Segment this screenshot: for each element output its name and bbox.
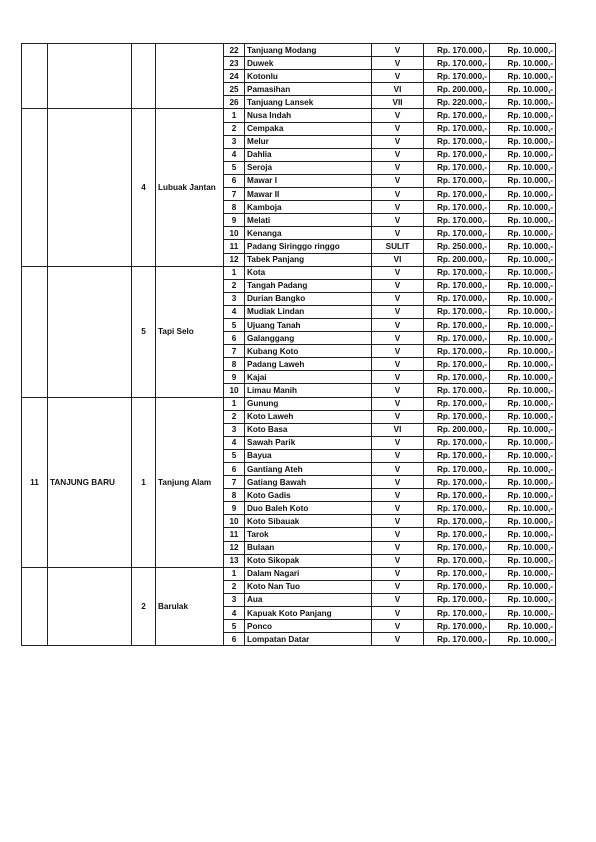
fee-amount: Rp. 10.000,- bbox=[490, 423, 556, 436]
fee-amount: Rp. 10.000,- bbox=[490, 57, 556, 70]
jorong-class: V bbox=[372, 541, 424, 554]
jorong-name: Tangah Padang bbox=[245, 279, 372, 292]
nagari-name bbox=[156, 44, 224, 109]
tariff-amount: Rp. 200.000,- bbox=[424, 423, 490, 436]
jorong-name: Mawar II bbox=[245, 188, 372, 201]
jorong-number: 8 bbox=[224, 489, 245, 502]
jorong-number: 9 bbox=[224, 214, 245, 227]
tariff-amount: Rp. 170.000,- bbox=[424, 109, 490, 122]
table-row bbox=[22, 109, 556, 122]
jorong-class: V bbox=[372, 633, 424, 646]
jorong-name: Gantiang Ateh bbox=[245, 463, 372, 476]
group-number bbox=[22, 44, 48, 109]
jorong-class: V bbox=[372, 593, 424, 606]
jorong-name: Pamasihan bbox=[245, 83, 372, 96]
jorong-name: Tarok bbox=[245, 528, 372, 541]
fee-amount: Rp. 10.000,- bbox=[490, 528, 556, 541]
jorong-class: V bbox=[372, 502, 424, 515]
jorong-class: VI bbox=[372, 83, 424, 96]
fee-amount: Rp. 10.000,- bbox=[490, 436, 556, 449]
tariff-amount: Rp. 170.000,- bbox=[424, 502, 490, 515]
jorong-name: Durian Bangko bbox=[245, 292, 372, 305]
tariff-amount: Rp. 170.000,- bbox=[424, 607, 490, 620]
jorong-name: Kenanga bbox=[245, 227, 372, 240]
jorong-number: 2 bbox=[224, 279, 245, 292]
fee-amount: Rp. 10.000,- bbox=[490, 227, 556, 240]
tariff-amount: Rp. 170.000,- bbox=[424, 580, 490, 593]
jorong-class: V bbox=[372, 410, 424, 423]
tariff-amount: Rp. 250.000,- bbox=[424, 240, 490, 253]
tariff-amount: Rp. 170.000,- bbox=[424, 201, 490, 214]
jorong-class: V bbox=[372, 214, 424, 227]
group-number bbox=[22, 567, 48, 646]
fee-amount: Rp. 10.000,- bbox=[490, 161, 556, 174]
jorong-class: V bbox=[372, 279, 424, 292]
jorong-number: 6 bbox=[224, 174, 245, 187]
jorong-name: Melati bbox=[245, 214, 372, 227]
jorong-class: V bbox=[372, 384, 424, 397]
jorong-name: Mawar I bbox=[245, 174, 372, 187]
tariff-amount: Rp. 170.000,- bbox=[424, 567, 490, 580]
fee-amount: Rp. 10.000,- bbox=[490, 476, 556, 489]
fee-amount: Rp. 10.000,- bbox=[490, 44, 556, 57]
fee-amount: Rp. 10.000,- bbox=[490, 188, 556, 201]
jorong-number: 13 bbox=[224, 554, 245, 567]
jorong-class: V bbox=[372, 188, 424, 201]
fee-amount: Rp. 10.000,- bbox=[490, 318, 556, 331]
jorong-class: V bbox=[372, 266, 424, 279]
tariff-amount: Rp. 170.000,- bbox=[424, 541, 490, 554]
nagari-name: Tapi Selo bbox=[156, 266, 224, 397]
jorong-number: 7 bbox=[224, 188, 245, 201]
jorong-name: Koto Sikopak bbox=[245, 554, 372, 567]
jorong-name: Kamboja bbox=[245, 201, 372, 214]
jorong-number: 12 bbox=[224, 541, 245, 554]
jorong-number: 2 bbox=[224, 122, 245, 135]
jorong-name: Nusa Indah bbox=[245, 109, 372, 122]
jorong-number: 6 bbox=[224, 633, 245, 646]
fee-amount: Rp. 10.000,- bbox=[490, 580, 556, 593]
jorong-class: V bbox=[372, 476, 424, 489]
jorong-name: Tanjuang Modang bbox=[245, 44, 372, 57]
jorong-class: V bbox=[372, 580, 424, 593]
jorong-class: V bbox=[372, 620, 424, 633]
fee-amount: Rp. 10.000,- bbox=[490, 305, 556, 318]
kecamatan-name bbox=[48, 109, 132, 266]
fee-amount: Rp. 10.000,- bbox=[490, 567, 556, 580]
jorong-name: Aua bbox=[245, 593, 372, 606]
fee-amount: Rp. 10.000,- bbox=[490, 292, 556, 305]
jorong-number: 4 bbox=[224, 148, 245, 161]
jorong-name: Kubang Koto bbox=[245, 345, 372, 358]
nagari-number bbox=[132, 44, 156, 109]
fee-amount: Rp. 10.000,- bbox=[490, 122, 556, 135]
tariff-amount: Rp. 170.000,- bbox=[424, 476, 490, 489]
table-row bbox=[22, 44, 556, 57]
tariff-amount: Rp. 170.000,- bbox=[424, 384, 490, 397]
jorong-class: V bbox=[372, 489, 424, 502]
jorong-number: 7 bbox=[224, 476, 245, 489]
jorong-number: 3 bbox=[224, 423, 245, 436]
jorong-name: Gatiang Bawah bbox=[245, 476, 372, 489]
jorong-number: 2 bbox=[224, 580, 245, 593]
jorong-number: 1 bbox=[224, 109, 245, 122]
fee-amount: Rp. 10.000,- bbox=[490, 174, 556, 187]
jorong-number: 22 bbox=[224, 44, 245, 57]
jorong-number: 3 bbox=[224, 593, 245, 606]
jorong-name: Gunung bbox=[245, 397, 372, 410]
jorong-name: Cempaka bbox=[245, 122, 372, 135]
tariff-amount: Rp. 170.000,- bbox=[424, 188, 490, 201]
tariff-amount: Rp. 170.000,- bbox=[424, 593, 490, 606]
jorong-number: 25 bbox=[224, 83, 245, 96]
tariff-amount: Rp. 170.000,- bbox=[424, 554, 490, 567]
jorong-class: V bbox=[372, 57, 424, 70]
jorong-class: V bbox=[372, 318, 424, 331]
tariff-amount: Rp. 220.000,- bbox=[424, 96, 490, 109]
tariff-amount: Rp. 170.000,- bbox=[424, 332, 490, 345]
tariff-amount: Rp. 170.000,- bbox=[424, 345, 490, 358]
fee-amount: Rp. 10.000,- bbox=[490, 633, 556, 646]
jorong-number: 6 bbox=[224, 332, 245, 345]
jorong-number: 4 bbox=[224, 305, 245, 318]
fee-amount: Rp. 10.000,- bbox=[490, 96, 556, 109]
fee-amount: Rp. 10.000,- bbox=[490, 83, 556, 96]
kecamatan-name bbox=[48, 266, 132, 397]
kecamatan-name bbox=[48, 567, 132, 646]
jorong-name: Galanggang bbox=[245, 332, 372, 345]
jorong-name: Kotonlu bbox=[245, 70, 372, 83]
tariff-amount: Rp. 200.000,- bbox=[424, 253, 490, 266]
fee-amount: Rp. 10.000,- bbox=[490, 397, 556, 410]
jorong-class: V bbox=[372, 305, 424, 318]
fee-amount: Rp. 10.000,- bbox=[490, 593, 556, 606]
jorong-class: V bbox=[372, 70, 424, 83]
jorong-name: Dalam Nagari bbox=[245, 567, 372, 580]
jorong-class: V bbox=[372, 449, 424, 462]
jorong-class: V bbox=[372, 161, 424, 174]
jorong-name: Seroja bbox=[245, 161, 372, 174]
jorong-class: V bbox=[372, 371, 424, 384]
nagari-name: Tanjung Alam bbox=[156, 397, 224, 567]
jorong-class: V bbox=[372, 332, 424, 345]
fee-amount: Rp. 10.000,- bbox=[490, 449, 556, 462]
jorong-name: Kapuak Koto Panjang bbox=[245, 607, 372, 620]
jorong-number: 9 bbox=[224, 371, 245, 384]
jorong-class: V bbox=[372, 135, 424, 148]
jorong-class: V bbox=[372, 122, 424, 135]
fee-amount: Rp. 10.000,- bbox=[490, 489, 556, 502]
jorong-name: Bayua bbox=[245, 449, 372, 462]
tariff-amount: Rp. 170.000,- bbox=[424, 515, 490, 528]
jorong-number: 26 bbox=[224, 96, 245, 109]
jorong-class: V bbox=[372, 607, 424, 620]
jorong-number: 3 bbox=[224, 135, 245, 148]
tariff-amount: Rp. 170.000,- bbox=[424, 70, 490, 83]
jorong-class: VI bbox=[372, 423, 424, 436]
jorong-number: 10 bbox=[224, 515, 245, 528]
jorong-class: V bbox=[372, 44, 424, 57]
group-number bbox=[22, 266, 48, 397]
jorong-class: V bbox=[372, 515, 424, 528]
jorong-name: Sawah Parik bbox=[245, 436, 372, 449]
jorong-number: 1 bbox=[224, 397, 245, 410]
jorong-name: Mudiak Lindan bbox=[245, 305, 372, 318]
jorong-number: 10 bbox=[224, 227, 245, 240]
jorong-name: Ujuang Tanah bbox=[245, 318, 372, 331]
jorong-name: Tabek Panjang bbox=[245, 253, 372, 266]
jorong-number: 2 bbox=[224, 410, 245, 423]
jorong-class: V bbox=[372, 148, 424, 161]
jorong-number: 12 bbox=[224, 253, 245, 266]
jorong-number: 3 bbox=[224, 292, 245, 305]
fee-amount: Rp. 10.000,- bbox=[490, 148, 556, 161]
jorong-class: V bbox=[372, 292, 424, 305]
fee-amount: Rp. 10.000,- bbox=[490, 266, 556, 279]
fee-amount: Rp. 10.000,- bbox=[490, 502, 556, 515]
jorong-class: V bbox=[372, 227, 424, 240]
fee-amount: Rp. 10.000,- bbox=[490, 358, 556, 371]
tariff-amount: Rp. 170.000,- bbox=[424, 397, 490, 410]
fee-amount: Rp. 10.000,- bbox=[490, 607, 556, 620]
jorong-number: 23 bbox=[224, 57, 245, 70]
fee-amount: Rp. 10.000,- bbox=[490, 371, 556, 384]
jorong-number: 5 bbox=[224, 161, 245, 174]
jorong-name: Koto Basa bbox=[245, 423, 372, 436]
jorong-name: Bulaan bbox=[245, 541, 372, 554]
jorong-number: 5 bbox=[224, 620, 245, 633]
nagari-number: 4 bbox=[132, 109, 156, 266]
tariff-amount: Rp. 170.000,- bbox=[424, 463, 490, 476]
fee-amount: Rp. 10.000,- bbox=[490, 253, 556, 266]
table-body bbox=[22, 44, 556, 646]
jorong-number: 1 bbox=[224, 567, 245, 580]
fee-amount: Rp. 10.000,- bbox=[490, 70, 556, 83]
table-row bbox=[22, 397, 556, 410]
jorong-number: 4 bbox=[224, 436, 245, 449]
jorong-number: 11 bbox=[224, 528, 245, 541]
jorong-name: Dahlia bbox=[245, 148, 372, 161]
jorong-number: 8 bbox=[224, 358, 245, 371]
nagari-number: 1 bbox=[132, 397, 156, 567]
fee-amount: Rp. 10.000,- bbox=[490, 332, 556, 345]
jorong-name: Duwek bbox=[245, 57, 372, 70]
tariff-amount: Rp. 200.000,- bbox=[424, 83, 490, 96]
jorong-number: 11 bbox=[224, 240, 245, 253]
nagari-number: 5 bbox=[132, 266, 156, 397]
jorong-class: V bbox=[372, 397, 424, 410]
tariff-amount: Rp. 170.000,- bbox=[424, 528, 490, 541]
jorong-name: Lompatan Datar bbox=[245, 633, 372, 646]
jorong-name: Tanjuang Lansek bbox=[245, 96, 372, 109]
fee-amount: Rp. 10.000,- bbox=[490, 620, 556, 633]
jorong-tariff-table bbox=[21, 43, 556, 646]
tariff-amount: Rp. 170.000,- bbox=[424, 44, 490, 57]
jorong-name: Padang Laweh bbox=[245, 358, 372, 371]
tariff-amount: Rp. 170.000,- bbox=[424, 174, 490, 187]
fee-amount: Rp. 10.000,- bbox=[490, 515, 556, 528]
tariff-amount: Rp. 170.000,- bbox=[424, 318, 490, 331]
tariff-amount: Rp. 170.000,- bbox=[424, 148, 490, 161]
jorong-class: VII bbox=[372, 96, 424, 109]
jorong-number: 5 bbox=[224, 449, 245, 462]
fee-amount: Rp. 10.000,- bbox=[490, 410, 556, 423]
jorong-name: Koto Laweh bbox=[245, 410, 372, 423]
tariff-amount: Rp. 170.000,- bbox=[424, 266, 490, 279]
table-row bbox=[22, 567, 556, 580]
nagari-name: Lubuak Jantan bbox=[156, 109, 224, 266]
jorong-number: 24 bbox=[224, 70, 245, 83]
jorong-name: Koto Nan Tuo bbox=[245, 580, 372, 593]
jorong-number: 8 bbox=[224, 201, 245, 214]
tariff-amount: Rp. 170.000,- bbox=[424, 279, 490, 292]
tariff-amount: Rp. 170.000,- bbox=[424, 305, 490, 318]
jorong-class: V bbox=[372, 463, 424, 476]
jorong-class: V bbox=[372, 528, 424, 541]
jorong-class: VI bbox=[372, 253, 424, 266]
fee-amount: Rp. 10.000,- bbox=[490, 541, 556, 554]
table-row bbox=[22, 266, 556, 279]
tariff-amount: Rp. 170.000,- bbox=[424, 410, 490, 423]
jorong-number: 7 bbox=[224, 345, 245, 358]
jorong-number: 1 bbox=[224, 266, 245, 279]
jorong-class: V bbox=[372, 358, 424, 371]
tariff-amount: Rp. 170.000,- bbox=[424, 161, 490, 174]
jorong-class: SULIT bbox=[372, 240, 424, 253]
tariff-amount: Rp. 170.000,- bbox=[424, 122, 490, 135]
tariff-amount: Rp. 170.000,- bbox=[424, 358, 490, 371]
jorong-name: Kajai bbox=[245, 371, 372, 384]
jorong-class: V bbox=[372, 436, 424, 449]
group-number: 11 bbox=[22, 397, 48, 567]
tariff-amount: Rp. 170.000,- bbox=[424, 633, 490, 646]
jorong-name: Kota bbox=[245, 266, 372, 279]
tariff-amount: Rp. 170.000,- bbox=[424, 57, 490, 70]
tariff-amount: Rp. 170.000,- bbox=[424, 449, 490, 462]
tariff-amount: Rp. 170.000,- bbox=[424, 292, 490, 305]
jorong-class: V bbox=[372, 554, 424, 567]
fee-amount: Rp. 10.000,- bbox=[490, 554, 556, 567]
jorong-number: 10 bbox=[224, 384, 245, 397]
fee-amount: Rp. 10.000,- bbox=[490, 279, 556, 292]
fee-amount: Rp. 10.000,- bbox=[490, 201, 556, 214]
jorong-name: Melur bbox=[245, 135, 372, 148]
fee-amount: Rp. 10.000,- bbox=[490, 463, 556, 476]
tariff-amount: Rp. 170.000,- bbox=[424, 214, 490, 227]
kecamatan-name bbox=[48, 44, 132, 109]
jorong-name: Koto Gadis bbox=[245, 489, 372, 502]
jorong-number: 6 bbox=[224, 463, 245, 476]
fee-amount: Rp. 10.000,- bbox=[490, 214, 556, 227]
tariff-amount: Rp. 170.000,- bbox=[424, 489, 490, 502]
kecamatan-name: TANJUNG BARU bbox=[48, 397, 132, 567]
tariff-amount: Rp. 170.000,- bbox=[424, 135, 490, 148]
fee-amount: Rp. 10.000,- bbox=[490, 135, 556, 148]
jorong-name: Ponco bbox=[245, 620, 372, 633]
tariff-amount: Rp. 170.000,- bbox=[424, 227, 490, 240]
nagari-name: Barulak bbox=[156, 567, 224, 646]
jorong-name: Koto Sibauak bbox=[245, 515, 372, 528]
jorong-class: V bbox=[372, 109, 424, 122]
nagari-number: 2 bbox=[132, 567, 156, 646]
tariff-amount: Rp. 170.000,- bbox=[424, 436, 490, 449]
fee-amount: Rp. 10.000,- bbox=[490, 109, 556, 122]
fee-amount: Rp. 10.000,- bbox=[490, 384, 556, 397]
jorong-name: Padang Siringgo ringgo bbox=[245, 240, 372, 253]
jorong-number: 4 bbox=[224, 607, 245, 620]
jorong-class: V bbox=[372, 345, 424, 358]
group-number bbox=[22, 109, 48, 266]
jorong-class: V bbox=[372, 201, 424, 214]
jorong-number: 5 bbox=[224, 318, 245, 331]
jorong-class: V bbox=[372, 567, 424, 580]
jorong-name: Limau Manih bbox=[245, 384, 372, 397]
jorong-number: 9 bbox=[224, 502, 245, 515]
tariff-amount: Rp. 170.000,- bbox=[424, 620, 490, 633]
tariff-amount: Rp. 170.000,- bbox=[424, 371, 490, 384]
fee-amount: Rp. 10.000,- bbox=[490, 240, 556, 253]
jorong-class: V bbox=[372, 174, 424, 187]
jorong-name: Duo Baleh Koto bbox=[245, 502, 372, 515]
fee-amount: Rp. 10.000,- bbox=[490, 345, 556, 358]
